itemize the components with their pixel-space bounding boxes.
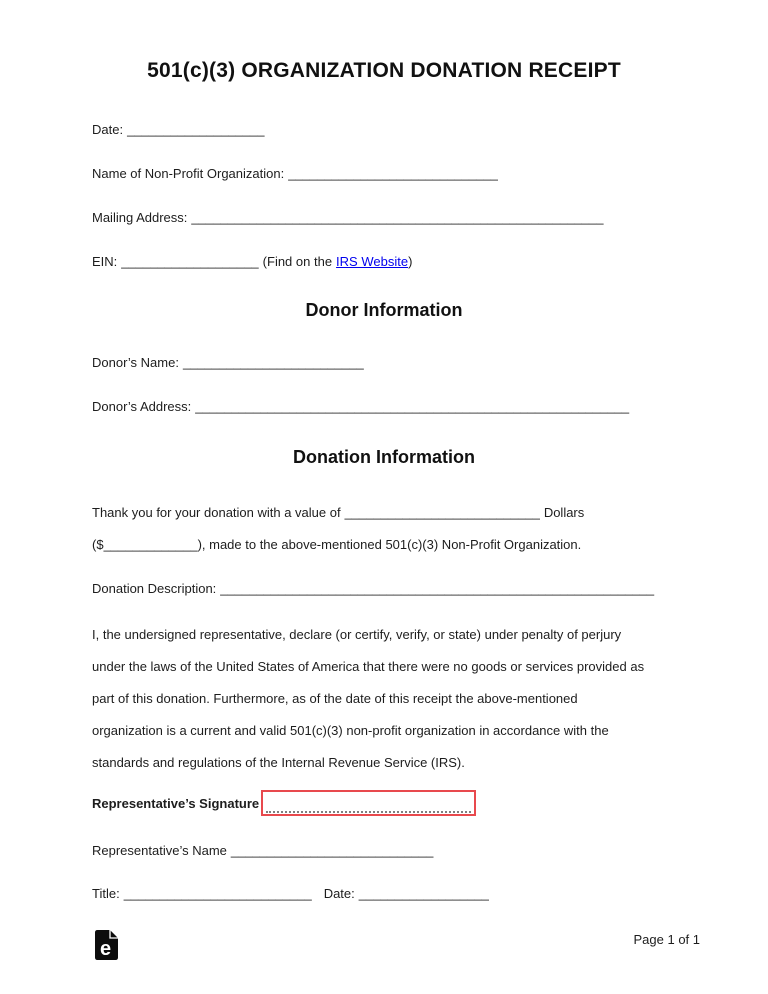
donor-address-label: Donor’s Address: — [92, 399, 192, 414]
document-title: 501(c)(3) ORGANIZATION DONATION RECEIPT — [147, 59, 621, 82]
page-number-label: Page 1 of 1 — [633, 932, 700, 947]
sig-date-blank-line: __________________ — [358, 886, 489, 901]
title-date-row — [92, 886, 489, 902]
date-blank-line: ___________________ — [127, 122, 265, 137]
date-label: Date: — [92, 122, 124, 137]
declaration-line: under the laws of the United States of America that there were no goods or services provided as — [92, 659, 645, 674]
donation-amount-row — [92, 537, 581, 553]
representative-name-blank-line: ____________________________ — [230, 843, 434, 858]
rep-title-label: Title: — [92, 886, 120, 901]
donation-description-row — [92, 581, 654, 597]
donation-description-label: Donation Description: — [92, 581, 217, 596]
donor-name-blank-line: _________________________ — [182, 355, 364, 370]
donation-description-blank-line: ____________________________________________________________ — [220, 581, 655, 596]
donor-information-heading: Donor Information — [305, 300, 463, 320]
donation-amount-suffix: ), made to the above-mentioned 501(c)(3) Non-Profit Organization. — [197, 537, 582, 552]
representative-name-label: Representative’s Name — [92, 843, 227, 858]
ein-label: EIN: — [92, 254, 118, 269]
declaration-line: standards and regulations of the Internal Revenue Service (IRS). — [92, 755, 465, 770]
representative-signature-label: Representative’s Signature — [92, 795, 260, 811]
declaration-paragraph — [92, 619, 692, 779]
donation-value-prefix: Thank you for your donation with a value of — [92, 505, 341, 520]
signature-field-box[interactable] — [261, 790, 476, 816]
donation-amount-prefix: ($ — [92, 537, 104, 552]
representative-name-row — [92, 843, 433, 859]
donation-amount-blank-line: _____________ — [103, 537, 198, 552]
representative-signature-row — [92, 790, 476, 816]
donation-information-heading: Donation Information — [293, 447, 475, 467]
mailing-address-label: Mailing Address: — [92, 210, 188, 225]
sig-date-label: Date: — [323, 886, 355, 901]
org-name-row — [92, 166, 498, 182]
signature-underline — [266, 811, 471, 813]
rep-title-blank-line: __________________________ — [123, 886, 312, 901]
ein-blank-line: ___________________ — [121, 254, 259, 269]
date-row — [92, 122, 264, 138]
ein-note-prefix: (Find on the — [262, 254, 333, 269]
donor-address-row — [92, 399, 629, 415]
mailing-address-blank-line: _________________________________________________________ — [191, 210, 604, 225]
declaration-line: organization is a current and valid 501(c)(3) non-profit organization in accordance with the — [92, 723, 609, 738]
donor-name-row — [92, 355, 364, 371]
donor-name-label: Donor’s Name: — [92, 355, 179, 370]
mailing-address-row — [92, 210, 604, 226]
donor-address-blank-line: ____________________________________________________________ — [195, 399, 630, 414]
ein-row — [92, 254, 412, 270]
irs-website-link[interactable]: IRS Website — [336, 254, 409, 269]
svg-text:e: e — [99, 938, 112, 960]
donation-value-suffix: Dollars — [543, 505, 585, 520]
org-name-label: Name of Non-Profit Organization: — [92, 166, 285, 181]
declaration-line: part of this donation. Furthermore, as of the date of this receipt the above-mentioned — [92, 691, 578, 706]
declaration-line: I, the undersigned representative, declare (or certify, verify, or state) under penalty of perjury — [92, 627, 622, 642]
donation-value-blank-line: ___________________________ — [344, 505, 540, 520]
donation-value-row — [92, 505, 584, 521]
ein-note-suffix: ) — [408, 254, 413, 269]
eforms-logo-icon — [95, 930, 118, 960]
org-name-blank-line: _____________________________ — [288, 166, 498, 181]
